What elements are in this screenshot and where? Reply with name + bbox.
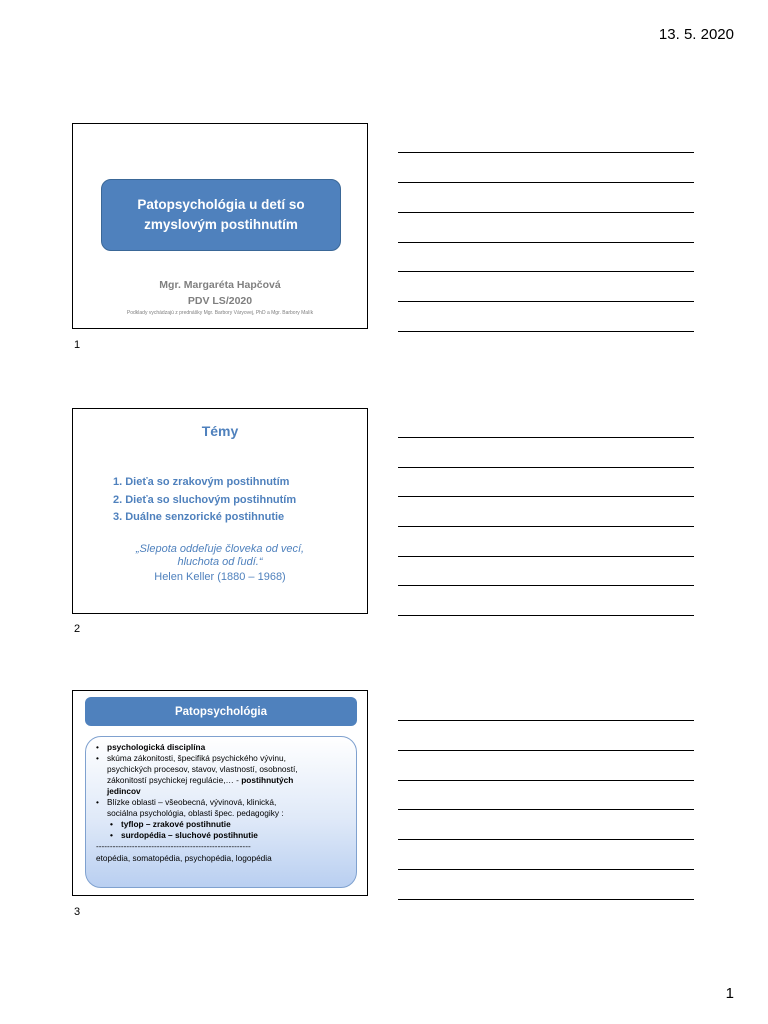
page-number: 1 <box>725 985 734 1002</box>
note-line <box>398 750 694 751</box>
author: Mgr. Margaréta Hapčová <box>159 279 281 291</box>
note-line <box>398 780 694 781</box>
last-line: etopédia, somatopédia, psychopédia, logopédia <box>96 853 272 863</box>
note-line <box>398 615 694 616</box>
slide-2 <box>72 408 368 614</box>
note-line <box>398 271 694 272</box>
note-line <box>398 899 694 900</box>
topic-item: 2. Dieťa so sluchovým postihnutím <box>113 493 297 506</box>
slide-1 <box>72 123 368 329</box>
topic-list <box>113 474 296 527</box>
slide-label-3: 3 <box>74 906 81 918</box>
note-line <box>398 152 694 153</box>
sub-bullet-item: • tyflop – zrakové postihnutie <box>96 819 348 830</box>
bullet-item: • psychologická disciplína <box>96 742 348 753</box>
note-line <box>398 809 694 810</box>
sub-bullet-item: • surdopédia – sluchové postihnutie <box>96 830 348 841</box>
quote-line-2: hluchota od ľudí.“ <box>177 556 263 568</box>
note-line <box>398 720 694 721</box>
note-line <box>398 526 694 527</box>
note-line <box>398 585 694 586</box>
date: 13. 5. 2020 <box>658 26 734 43</box>
topic-item: 3. Duálne senzorické postihnutie <box>113 511 285 523</box>
note-line <box>398 331 694 332</box>
quote <box>73 543 367 569</box>
note-line <box>398 437 694 438</box>
note-line <box>398 839 694 840</box>
slide-title-box <box>101 179 341 251</box>
note-line <box>398 301 694 302</box>
title-line-2: zmyslovým postihnutím <box>144 217 298 232</box>
note-line <box>398 242 694 243</box>
slide-label-2: 2 <box>74 623 81 635</box>
slide-3 <box>72 690 368 896</box>
divider-text: -------------------------------------------------------- <box>96 841 251 851</box>
bullet-item: • Blízke oblasti – všeobecná, vývinová, klinická, sociálna psychológia, oblasti špec. pedagogiky : <box>96 797 348 819</box>
quote-line-1: „Slepota oddeľuje človeka od vecí, <box>135 543 305 555</box>
course: PDV LS/2020 <box>187 295 253 307</box>
slide-title: Témy <box>201 423 239 439</box>
bullet-item: • skúma zákonitosti, špecifiká psychického vývinu, psychických procesov, stavov, vlastností, osobností, zákonitostí psychickej regulácie,… - postihnutých jedincov <box>96 753 348 797</box>
content-box <box>85 736 357 888</box>
note-line <box>398 556 694 557</box>
slide-label-1: 1 <box>74 339 81 351</box>
quote-author: Helen Keller (1880 – 1968) <box>154 571 286 583</box>
slide-title-bar: Patopsychológia <box>85 697 357 726</box>
note-line <box>398 182 694 183</box>
title-line-1: Patopsychológia u detí so <box>137 197 305 212</box>
note-line <box>398 496 694 497</box>
note-line <box>398 212 694 213</box>
note-line <box>398 467 694 468</box>
source-note: Podklady vychádzajú z prednášky Mgr. Barbory Váryovej, PhD a Mgr. Barbory Malík <box>126 310 314 316</box>
topic-item: 1. Dieťa so zrakovým postihnutím <box>113 476 290 488</box>
note-line <box>398 869 694 870</box>
